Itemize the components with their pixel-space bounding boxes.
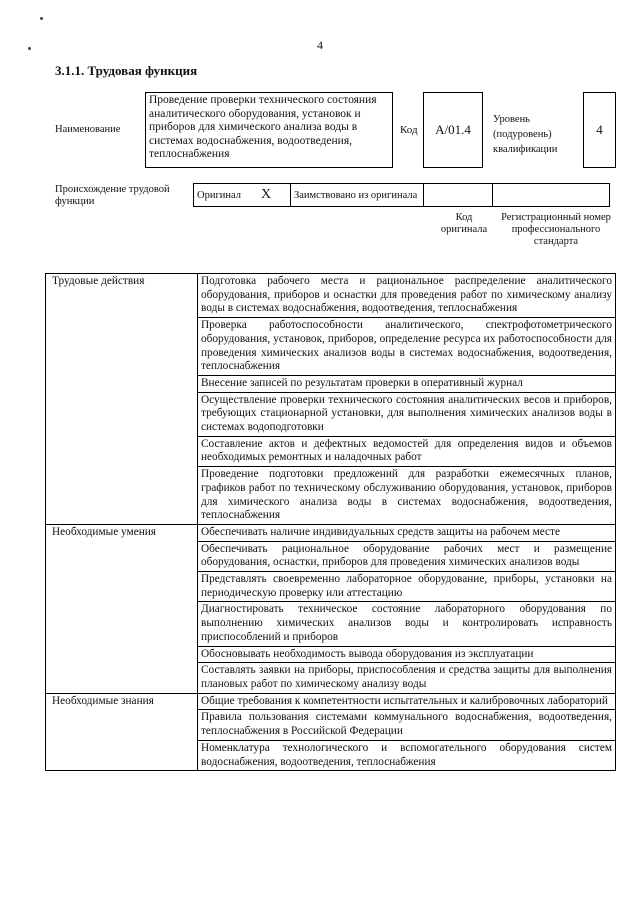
section-label: Трудовые действия [46,274,198,525]
page-number: 4 [317,38,323,52]
origin-label: Происхождение трудовой функции [55,184,170,207]
section-label: Необходимые умения [46,524,198,693]
section-item: Обосновывать необходимость вывода оборудования из эксплуатации [198,646,616,663]
scan-mark-top [40,17,43,20]
reg-caption: Регистрационный номер профессионального стандарта [501,212,611,247]
original-label: Оригинал [194,184,259,207]
level-label: Уровень (подуровень) квалификации [493,114,558,155]
section-item: Диагностировать техническое состояние лабораторного оборудования по выполнению химических анализов воды и контролировать исправность приспособлений и приборов [198,602,616,646]
code-label: Код [400,124,418,136]
code-value: А/01.4 [435,122,471,137]
section-item: Составление актов и дефектных ведомостей для определения видов и объемов необходимых ремонтных и наладочных работ [198,436,616,466]
section-item: Составлять заявки на приборы, приспособления и средства защиты для выполнения плановых работ по химическому анализу воды [198,663,616,693]
section-item: Представлять своевременно лабораторное оборудование, приборы, установки на периодическую проверку или аттестацию [198,572,616,602]
table-row [46,524,616,541]
registration-number-cell [493,184,610,207]
borrowed-label: Заимствовано из оригинала [291,184,424,207]
section-label: Необходимые знания [46,693,198,771]
table-row [46,274,616,318]
section-item: Общие требования к компетентности испытательных и калибровочных лабораторий [198,693,616,710]
section-item: Обеспечивать рациональное оборудование рабочих мест и размещение оборудования, оснастки, приборов для проведения химических анализов воды [198,541,616,571]
level-value: 4 [596,122,603,137]
section-item: Правила пользования системами коммунального водоснабжения, водоотведения, теплоснабжения в Российской Федерации [198,710,616,740]
section-item: Обеспечивать наличие индивидуальных средств защиты на рабочем месте [198,524,616,541]
code-caption: Код оригинала [440,212,488,235]
level-value-box [583,92,616,168]
function-name-box: Проведение проверки технического состояния аналитического оборудования, установок и приборов для химического анализа воды в системах водоснабжения, водоотведения, теплоснабжения [145,92,393,168]
section-item: Номенклатура технологического и вспомогательного оборудования систем водоснабжения, водоотведения, теплоснабжения [198,740,616,770]
origin-table [193,183,610,207]
name-label: Наименование [55,124,121,135]
section-title: 3.1.1. Трудовая функция [55,63,198,78]
section-item: Проведение подготовки предложений для разработки ежемесячных планов, графиков работ по техническому обслуживанию оборудования, установок, приборов для химического анализа воды в системах водоснабжения, водоотведения, теплоснабжения [198,467,616,525]
table-row [46,693,616,710]
section-item: Осуществление проверки технического состояния аналитических весов и приборов, требующих стационарной установки, для выполнения химических анализов воды в системах водоподготовки [198,392,616,436]
section-item: Проверка работоспособности аналитического, спектрофотометрического оборудования, установок, приборов, определение ресурса их работоспособности для проведения химических анализов воды в системах водоснабжения, водоотведения, теплоснабжения [198,318,616,376]
section-item: Подготовка рабочего места и рациональное распределение аналитического оборудования, приборов и оснастки для проведения работ по химическому анализу воды в системах водоснабжения, водоотведения, теплоснабжения [198,274,616,318]
code-value-box [423,92,483,168]
original-mark: X [258,184,291,207]
original-code-cell [424,184,493,207]
section-item: Внесение записей по результатам проверки в оперативный журнал [198,375,616,392]
labor-functions-table [45,273,616,771]
